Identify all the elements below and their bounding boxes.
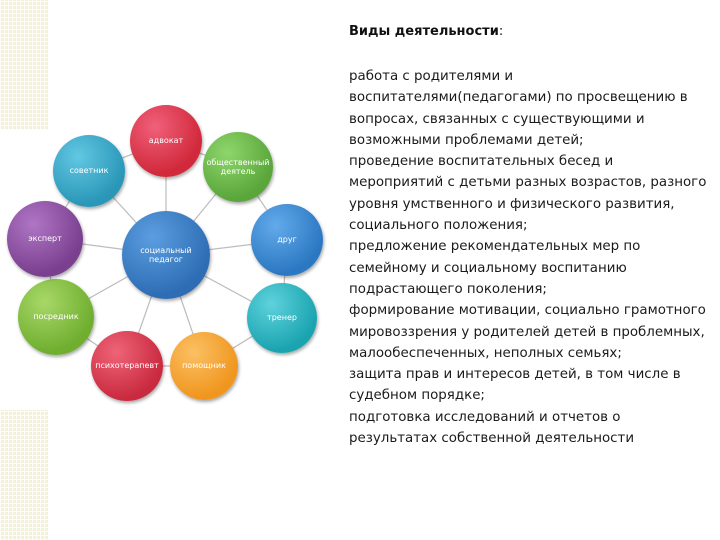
role-node-expert: [7, 201, 83, 277]
list-item: работа с родителями и воспитателями(педагогами) по просвещению в вопросах, связанных с существующими и возможными проблемами детей;: [349, 69, 688, 148]
page-title: [349, 24, 503, 39]
role-label-adviser: советник: [69, 166, 109, 176]
role-node-friend: [251, 204, 323, 276]
page-title-colon: :: [498, 24, 504, 39]
role-node-public-figure: [203, 132, 273, 202]
role-label-trainer: тренер: [267, 313, 297, 323]
roles-diagram: [0, 100, 340, 400]
role-node-helper: [170, 332, 238, 400]
center-role-node: [122, 211, 210, 299]
role-label-helper: помощник: [182, 361, 226, 371]
role-label-public-figure: общественный деятель: [206, 157, 270, 176]
role-label-mediator: посредник: [33, 312, 79, 322]
center-role-label: социальный педагог: [140, 245, 192, 264]
list-item: формирование мотивации, социально грамотного мировоззрения у родителей детей в проблемных, малообеспеченных, неполных семьях;: [349, 303, 706, 361]
role-label-expert: эксперт: [28, 234, 62, 244]
role-node-advocate: [130, 105, 202, 177]
list-item: защита прав и интересов детей, в том числе в судебном порядке;: [349, 367, 681, 404]
decorative-pattern-bottom: [0, 410, 48, 540]
page-title-text: Виды деятельности: [349, 24, 499, 39]
role-node-psychotherapist: [91, 331, 163, 401]
role-node-adviser: [53, 135, 125, 207]
list-item: проведение воспитательных бесед и мероприятий с детьми разных возрастов, разного уровня умственного и физического развития, социального положения;: [349, 154, 707, 234]
list-item: подготовка исследований и отчетов о результатах собственной деятельности: [349, 409, 635, 447]
role-node-trainer: [247, 283, 317, 353]
role-label-psychotherapist: психотерапевт: [95, 361, 159, 371]
role-label-friend: друг: [277, 235, 297, 245]
role-label-advocate: адвокат: [148, 136, 184, 146]
list-item: предложение рекомендательных мер по семейному и социальному воспитанию подрастающего поколения;: [349, 239, 641, 297]
role-node-mediator: [18, 279, 94, 355]
activity-list: [349, 66, 709, 449]
